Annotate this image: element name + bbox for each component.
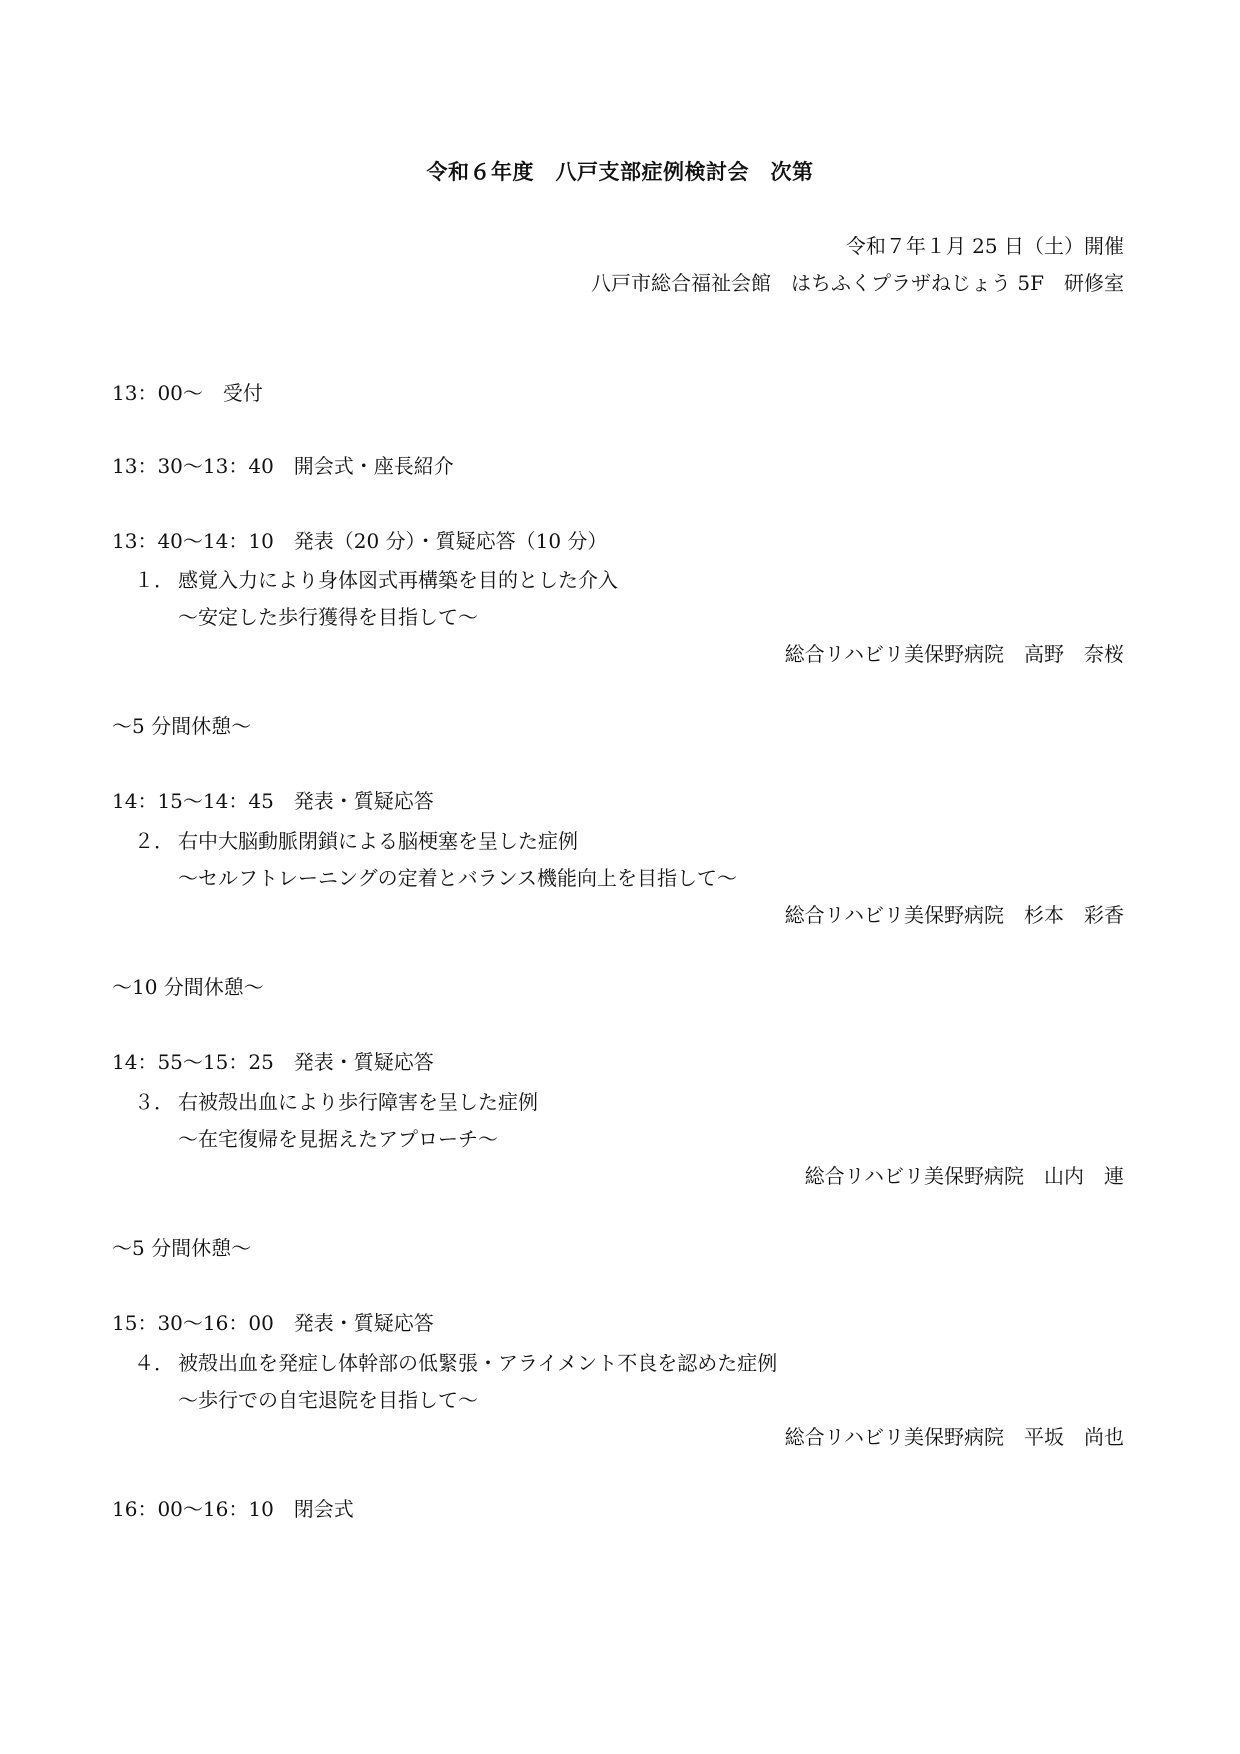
presentation-3-number: ３． — [134, 1090, 174, 1114]
presentation-2-title — [134, 825, 578, 854]
presentation-2-number: ２． — [134, 829, 174, 853]
presentation-1-presenter: 総合リハビリ美保野病院 高野 奈桜 — [784, 642, 1124, 666]
schedule-opening: 13：30～13：40 開会式・座長紹介 — [112, 454, 454, 478]
presentation-2-subtitle: ～セルフトレーニングの定着とバランス機能向上を目指して～ — [178, 866, 737, 890]
presentation-4-title-text: 被殻出血を発症し体幹部の低緊張・アライメント不良を認めた症例 — [178, 1351, 778, 1375]
schedule-break-2: ～10 分間休憩～ — [112, 975, 264, 999]
schedule-break-3: ～5 分間休憩～ — [112, 1236, 252, 1260]
presentation-4-subtitle: ～歩行での自宅退院を目指して～ — [178, 1388, 478, 1412]
event-date: 令和７年１月 25 日（土）開催 — [845, 234, 1124, 258]
presentation-1-subtitle: ～安定した歩行獲得を目指して～ — [178, 605, 478, 629]
presentation-3-title — [134, 1086, 538, 1115]
event-venue: 八戸市総合福祉会館 はちふくプラザねじょう 5F 研修室 — [591, 271, 1124, 295]
presentation-1-number: １． — [134, 568, 174, 592]
schedule-session-1: 13：40～14：10 発表（20 分）・質疑応答（10 分） — [112, 529, 608, 553]
presentation-2-title-text: 右中大脳動脈閉鎖による脳梗塞を呈した症例 — [178, 829, 578, 853]
schedule-break-1: ～5 分間休憩～ — [112, 714, 252, 738]
schedule-reception: 13：00～ 受付 — [112, 381, 263, 405]
schedule-session-3: 14：55～15：25 発表・質疑応答 — [112, 1050, 434, 1074]
presentation-4-number: ４． — [134, 1351, 174, 1375]
presentation-1-title — [134, 564, 618, 593]
presentation-4-presenter: 総合リハビリ美保野病院 平坂 尚也 — [784, 1425, 1124, 1449]
schedule-closing: 16：00～16：10 閉会式 — [112, 1497, 354, 1521]
presentation-2-presenter: 総合リハビリ美保野病院 杉本 彩香 — [784, 903, 1124, 927]
presentation-3-presenter: 総合リハビリ美保野病院 山内 連 — [804, 1164, 1124, 1188]
presentation-3-title-text: 右被殻出血により歩行障害を呈した症例 — [178, 1090, 538, 1114]
schedule-session-2: 14：15～14：45 発表・質疑応答 — [112, 789, 434, 813]
presentation-3-subtitle: ～在宅復帰を見据えたアプローチ～ — [178, 1127, 498, 1151]
document-title: 令和６年度 八戸支部症例検討会 次第 — [426, 159, 814, 184]
presentation-4-title — [134, 1347, 777, 1376]
presentation-1-title-text: 感覚入力により身体図式再構築を目的とした介入 — [178, 568, 618, 592]
schedule-session-4: 15：30～16：00 発表・質疑応答 — [112, 1311, 434, 1335]
